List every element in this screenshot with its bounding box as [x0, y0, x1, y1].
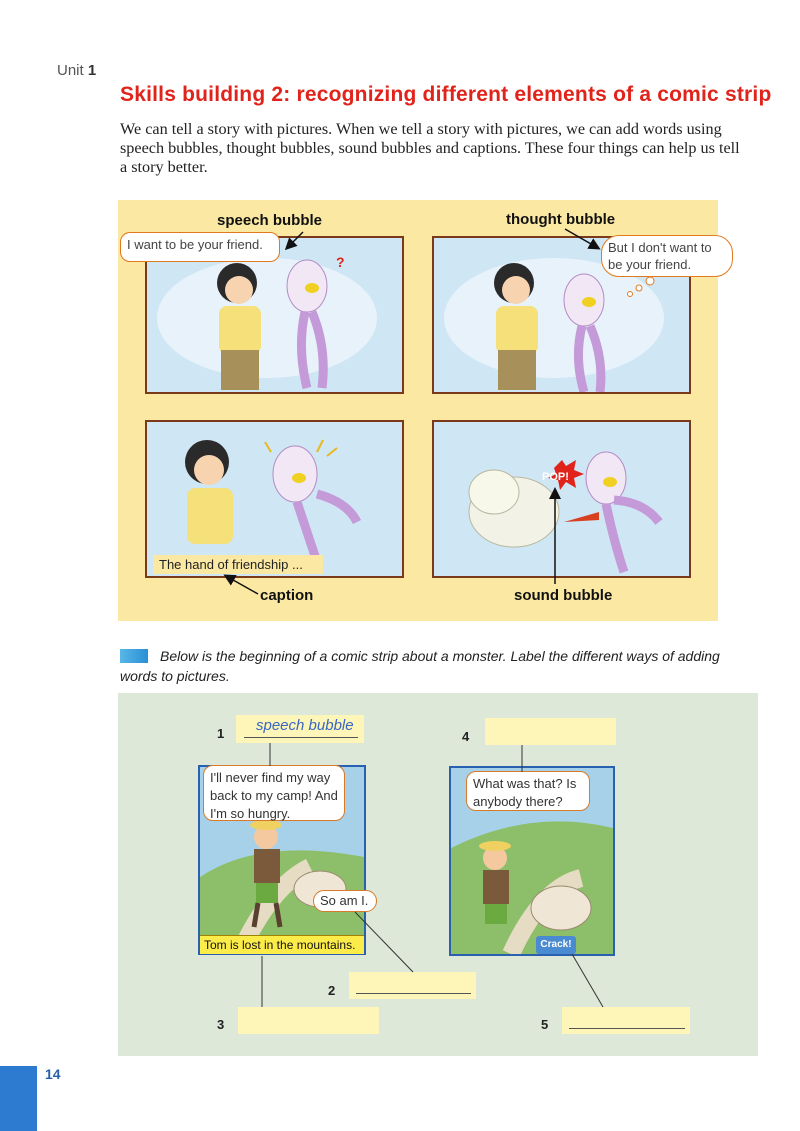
exercise-speech-bubble-1: I'll never find my way back to my camp! And I'm so hungry. [203, 765, 345, 821]
label-thought-bubble: thought bubble [506, 211, 616, 228]
answer-box-4[interactable] [485, 718, 616, 745]
unit-label: Unit 1 [57, 62, 97, 79]
page-number: 14 [45, 1066, 61, 1082]
answer-line-5 [569, 1028, 685, 1029]
label-speech-bubble: speech bubble [217, 212, 323, 229]
exercise-caption-1: Tom is lost in the mountains. [200, 935, 364, 954]
caption-example: The hand of friendship ... [153, 555, 323, 574]
item-number-3: 3 [217, 1017, 225, 1032]
answer-box-2[interactable] [349, 972, 476, 999]
page-side-bar [0, 1066, 37, 1131]
answer-box-5[interactable] [562, 1007, 690, 1034]
item-number-1: 1 [217, 726, 225, 741]
item-number-4: 4 [462, 729, 470, 744]
answer-text-1: speech bubble [256, 717, 354, 734]
intro-paragraph: We can tell a story with pictures. When we tell a story with pictures, we can add words using speech bubbles, thought bubbles, sound bubbles and captions. These four things can help us tell a story better. [120, 120, 740, 176]
label-sound-bubble: sound bubble [514, 587, 613, 604]
exercise-sound-bubble-1: So am I. [313, 890, 377, 912]
thought-bubble-example: But I don't want to be your friend. [601, 235, 733, 277]
label-caption: caption [260, 587, 314, 604]
exercise-speech-bubble-2: What was that? Is anybody there? [466, 771, 590, 811]
answer-line-2 [356, 993, 471, 994]
answer-line-1 [244, 737, 358, 738]
activity-instruction: Below is the beginning of a comic strip about a monster. Label the different ways of adding words to pictures. [120, 648, 720, 684]
comic-panel-sound [432, 420, 691, 578]
speech-bubble-example: I want to be your friend. [120, 232, 280, 262]
unit-number: 1 [87, 62, 97, 79]
handshake-illustration [147, 422, 402, 576]
item-number-2: 2 [328, 983, 336, 998]
question-mark: ? [336, 254, 345, 270]
answer-box-3[interactable] [238, 1007, 379, 1034]
pop-sound-text: POP! [542, 471, 569, 483]
item-number-5: 5 [541, 1017, 549, 1032]
thought-dots [620, 276, 660, 300]
balloon-pop-illustration [434, 422, 689, 576]
page-title: Skills building 2: recognizing different elements of a comic strip [120, 83, 772, 106]
exercise-sound-bubble-2: Crack! [536, 936, 576, 954]
